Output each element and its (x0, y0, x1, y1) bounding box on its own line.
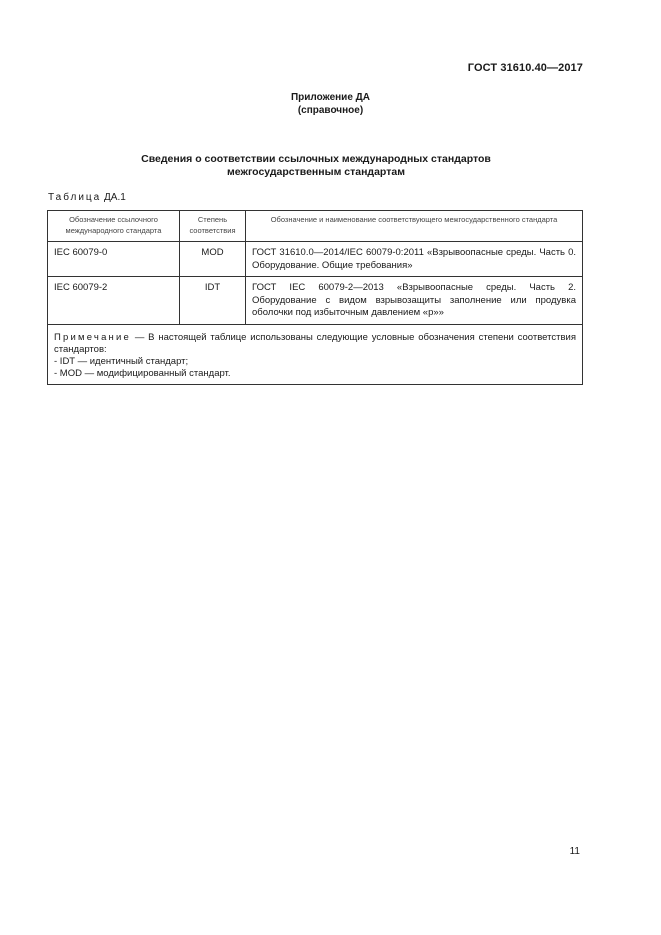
section-heading-line-2: межгосударственным стандартам (227, 166, 405, 178)
note-item-mod: - MOD — модифицированный стандарт. (54, 367, 231, 379)
cell-degree: IDT (180, 277, 246, 325)
correspondence-table (47, 210, 583, 385)
annex-status: (справочное) (297, 105, 364, 116)
cell-standard: ГОСТ IEC 60079-2—2013 «Взрывоопасные среды. Часть 2. Оборудование с видом взрывозащиты заполнение или продувка оболочки под избыточным давлением «р»» (246, 277, 583, 325)
table-row (48, 277, 583, 325)
table-header-row (48, 211, 583, 242)
cell-reference: IEC 60079-2 (48, 277, 180, 325)
note-lead: Примечание (54, 331, 131, 343)
table-note-row (48, 324, 583, 384)
table-label-word: Таблица (48, 192, 102, 203)
note-text: — В настоящей таблице использованы следующие условные обозначения степени соответствия стандартов: (54, 331, 576, 355)
table-row (48, 242, 583, 277)
cell-reference: IEC 60079-0 (48, 242, 180, 277)
cell-degree: MOD (180, 242, 246, 277)
note-item-idt: - IDT — идентичный стандарт; (54, 355, 189, 367)
document-code: ГОСТ 31610.40—2017 (467, 62, 583, 74)
table-label-number: ДА.1 (104, 192, 126, 203)
table-note (48, 324, 583, 384)
column-header-reference: Обозначение ссылочного международного стандарта (48, 211, 180, 242)
annex-title: Приложение ДА (290, 92, 371, 103)
section-heading-line-1: Сведения о соответствии ссылочных международных стандартов (141, 153, 491, 165)
column-header-degree: Степень соответствия (180, 211, 246, 242)
page-number: 11 (569, 846, 580, 857)
column-header-interstate-standard: Обозначение и наименование соответствующего межгосударственного стандарта (246, 211, 583, 242)
cell-standard: ГОСТ 31610.0—2014/IEC 60079-0:2011 «Взрывоопасные среды. Часть 0. Оборудование. Общие требования» (246, 242, 583, 277)
table-label (48, 192, 126, 203)
